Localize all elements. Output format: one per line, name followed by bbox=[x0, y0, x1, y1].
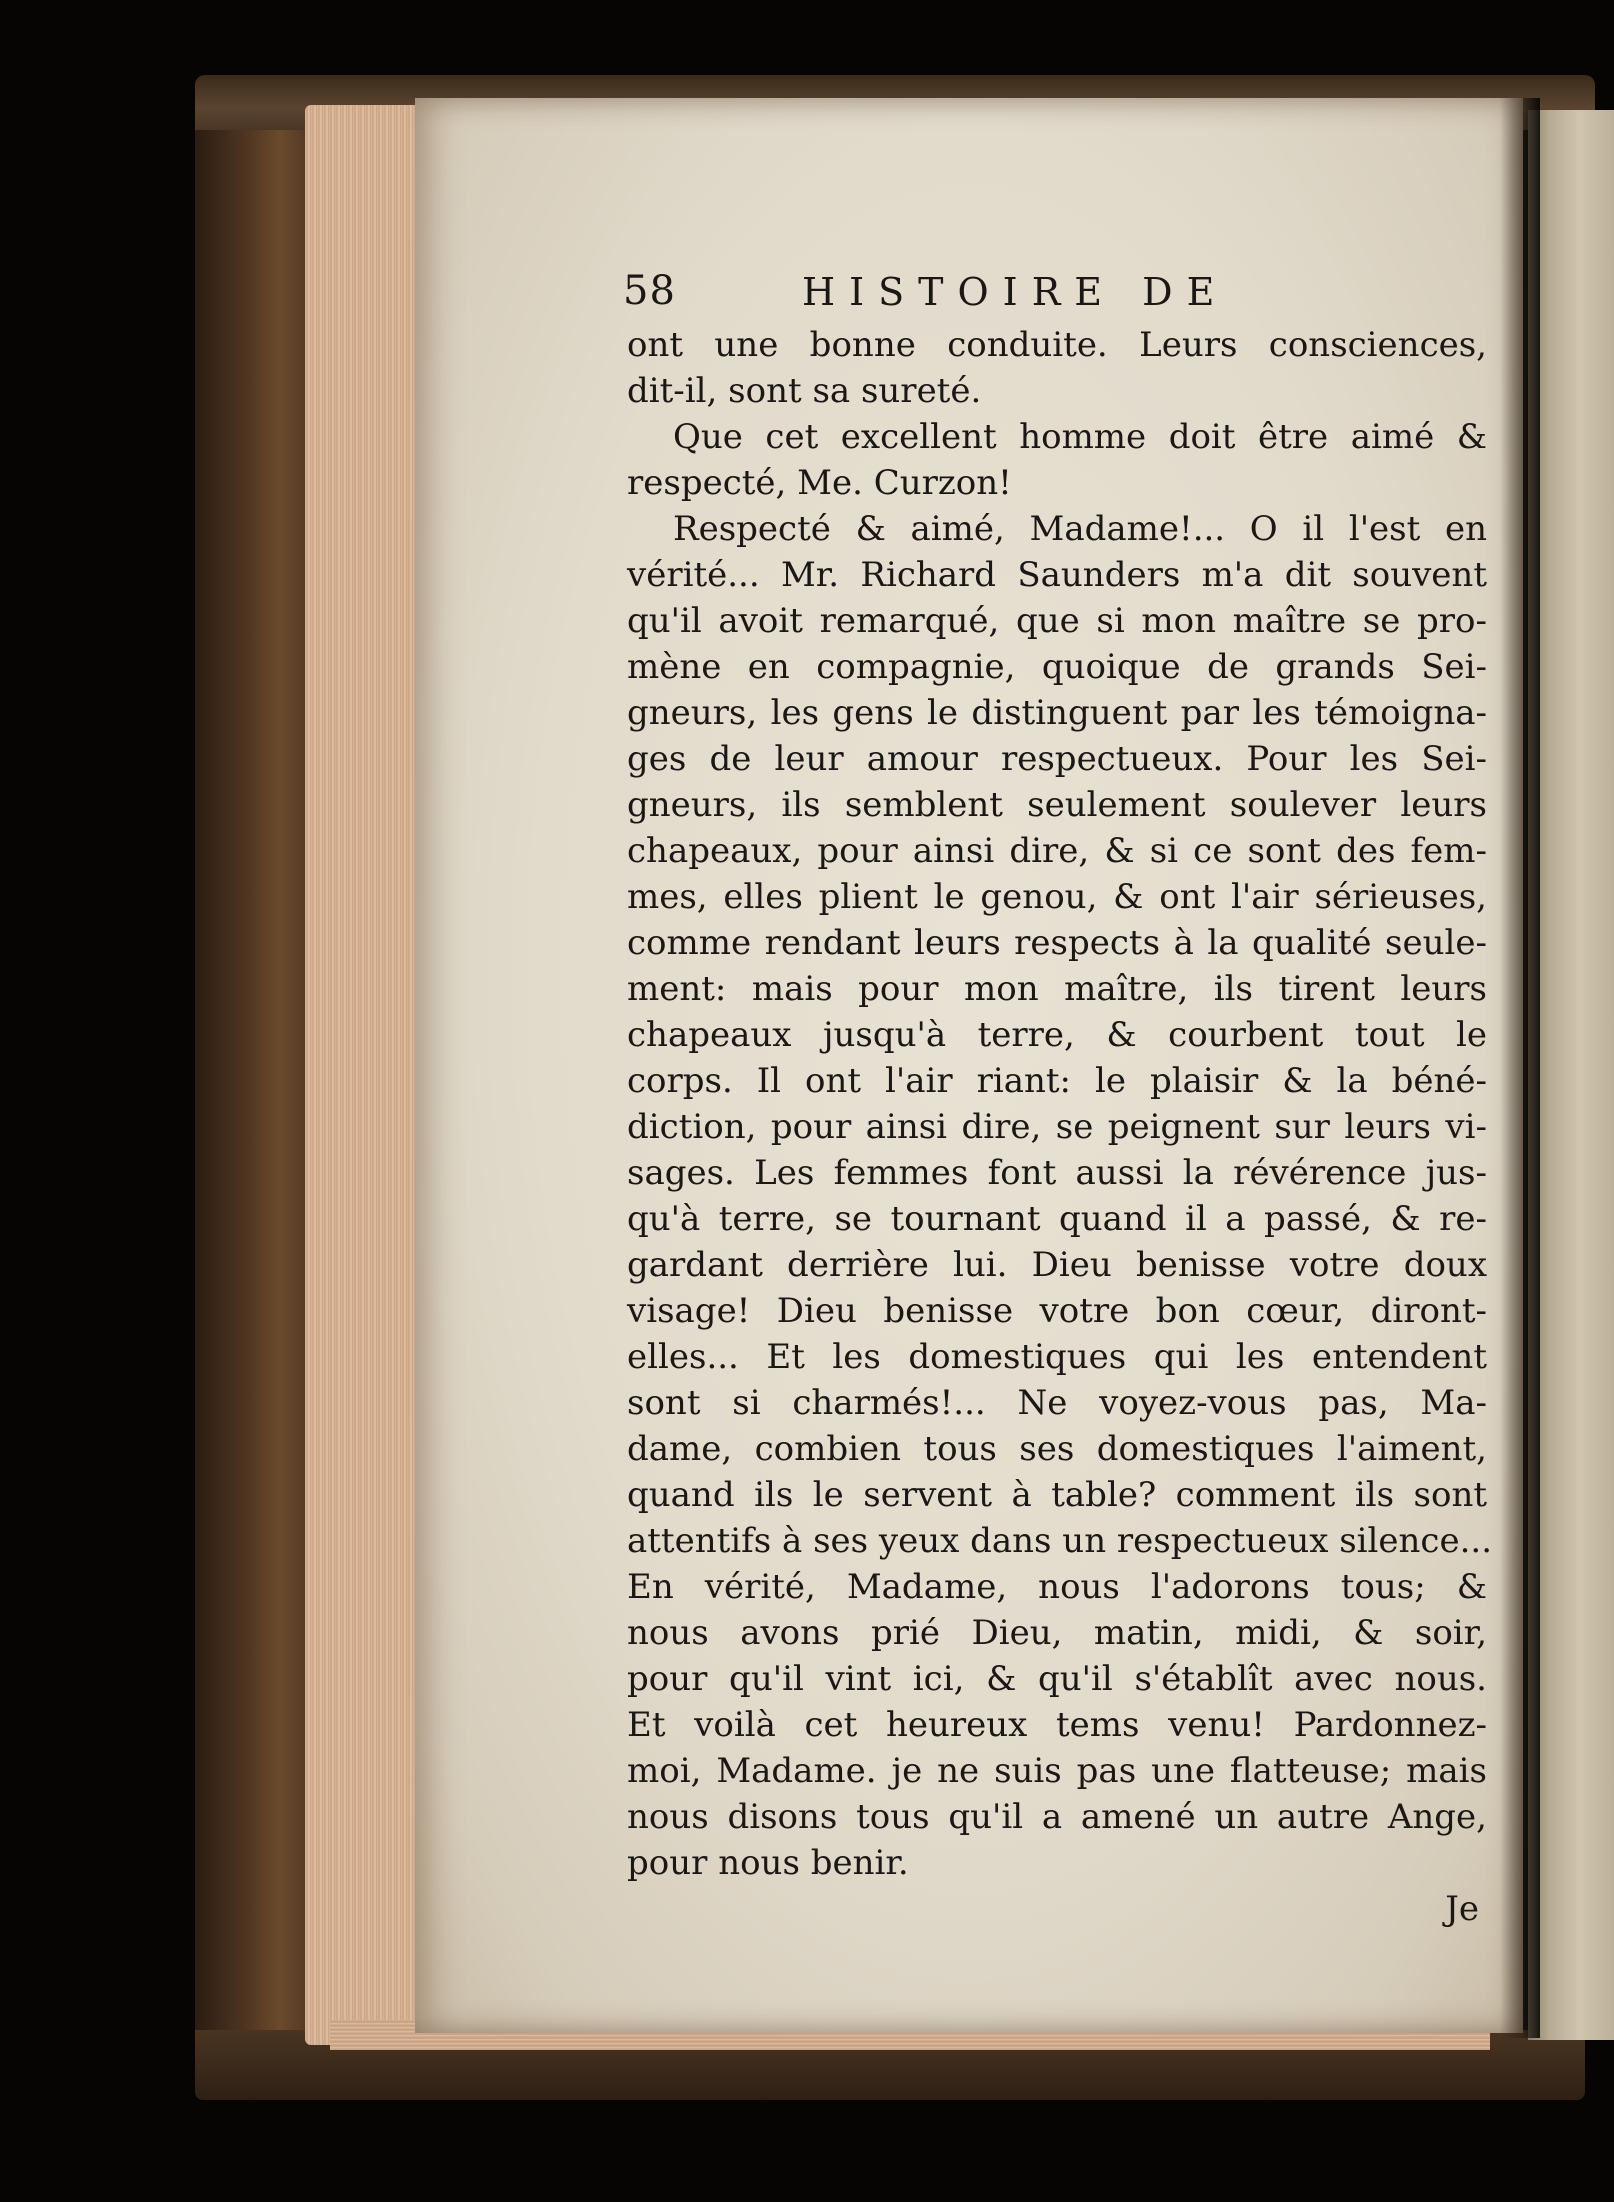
text-line: corps. Il ont l'air riant: le plaisir & la béné- bbox=[627, 1061, 1487, 1101]
text-line: nous avons prié Dieu, matin, midi, & soir, bbox=[627, 1613, 1487, 1653]
text-line: gneurs, ils semblent seulement soulever leurs bbox=[627, 785, 1487, 825]
text-line: Respecté & aimé, Madame!... O il l'est en bbox=[673, 509, 1487, 549]
text-line: attentifs à ses yeux dans un respectueux silence... bbox=[627, 1521, 1493, 1561]
text-line: ges de leur amour respectueux. Pour les Sei- bbox=[627, 739, 1487, 779]
text-line: visage! Dieu benisse votre bon cœur, diront- bbox=[627, 1291, 1487, 1331]
text-line: dit-il, sont sa sureté. bbox=[627, 371, 982, 411]
page-number: 58 bbox=[623, 268, 676, 314]
text-line: En vérité, Madame, nous l'adorons tous; & bbox=[627, 1567, 1487, 1607]
text-line: qu'il avoit remarqué, que si mon maître se pro- bbox=[627, 601, 1487, 641]
text-lines bbox=[627, 322, 1493, 1886]
text-line: dame, combien tous ses domestiques l'aiment, bbox=[627, 1429, 1487, 1469]
text-line: chapeaux jusqu'à terre, & courbent tout le bbox=[627, 1015, 1487, 1055]
text-line: nous disons tous qu'il a amené un autre Ange, bbox=[627, 1797, 1487, 1837]
text-line: diction, pour ainsi dire, se peignent sur leurs vi- bbox=[627, 1107, 1487, 1147]
text-line: qu'à terre, se tournant quand il a passé, & re- bbox=[627, 1199, 1487, 1239]
text-line: ment: mais pour mon maître, ils tirent leurs bbox=[627, 969, 1487, 1009]
gutter-shadow bbox=[1500, 98, 1540, 2038]
text-line: quand ils le servent à table? comment ils sont bbox=[627, 1475, 1487, 1515]
text-line: pour qu'il vint ici, & qu'il s'établît avec nous. bbox=[627, 1659, 1487, 1699]
catchword-row bbox=[627, 1886, 1487, 1932]
text-line: chapeaux, pour ainsi dire, & si ce sont des fem- bbox=[627, 831, 1487, 871]
facing-page bbox=[1528, 110, 1614, 2040]
text-line: respecté, Me. Curzon! bbox=[627, 463, 1012, 503]
running-head-title: HISTOIRE DE bbox=[802, 270, 1229, 314]
text-line: gneurs, les gens le distinguent par les témoigna- bbox=[627, 693, 1487, 733]
text-line: Et voilà cet heureux tems venu! Pardonnez- bbox=[627, 1705, 1487, 1745]
catchword: Je bbox=[1445, 1889, 1479, 1929]
text-line: Que cet excellent homme doit être aimé & bbox=[673, 417, 1487, 457]
text-line: mène en compagnie, quoique de grands Sei- bbox=[627, 647, 1487, 687]
text-line: gardant derrière lui. Dieu benisse votre doux bbox=[627, 1245, 1487, 1285]
text-line: elles... Et les domestiques qui les entendent bbox=[627, 1337, 1487, 1377]
text-line: ont une bonne conduite. Leurs consciences, bbox=[627, 325, 1487, 365]
text-line: comme rendant leurs respects à la qualité seule- bbox=[627, 923, 1487, 963]
text-line: sont si charmés!... Ne voyez-vous pas, Ma- bbox=[627, 1383, 1487, 1423]
text-line: mes, elles plient le genou, & ont l'air sérieuses, bbox=[627, 877, 1487, 917]
text-line: pour nous benir. bbox=[627, 1843, 909, 1883]
running-head bbox=[623, 262, 1487, 322]
page-text-block bbox=[623, 262, 1493, 1932]
text-line: moi, Madame. je ne suis pas une flatteuse; mais bbox=[627, 1751, 1487, 1791]
text-line: vérité... Mr. Richard Saunders m'a dit souvent bbox=[627, 555, 1487, 595]
text-line: sages. Les femmes font aussi la révérence jus- bbox=[627, 1153, 1487, 1193]
